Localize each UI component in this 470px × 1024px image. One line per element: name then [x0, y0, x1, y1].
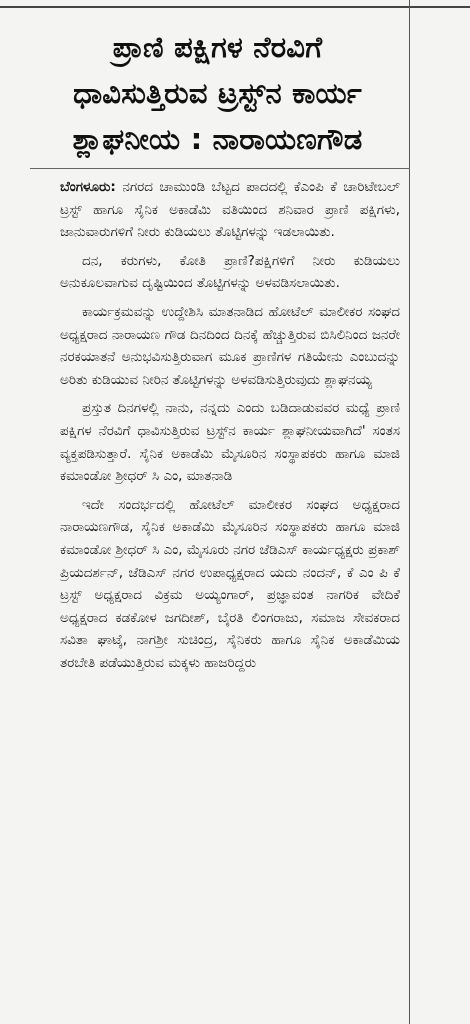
article-paragraph-3: ಕಾರ್ಯಕ್ರಮವನ್ನು ಉದ್ದೇಶಿಸಿ ಮಾತನಾಡಿದ ಹೋಟೆಲ್ ಮಾಲೀಕರ ಸಂಘದ ಅಧ್ಯಕ್ಷರಾದ ನಾರಾಯಣ ಗೌಡ ದಿನದಿಂದ ದಿನಕ್ಕೆ ಹೆಚ್ಚುತ್ತಿರುವ ಬಿಸಿಲಿನಿಂದ ಜನರೇ ನರಕಯಾತನೆ ಅನುಭವಿಸುತ್ತಿರುವಾಗ ಮೂಕ ಪ್ರಾಣಿಗಳ ಗತಿಯೇನು ಎಂಬುದನ್ನು ಅರಿತು ಕುಡಿಯುವ ನೀರಿನ ತೊಟ್ಟಿಗಳನ್ನು ಅಳವಡಿಸುತ್ತಿರುವುದು ಶ್ಲಾಘನಯ್ಯ — [60, 303, 400, 388]
article-paragraph-4: ಪ್ರಸ್ತುತ ದಿನಗಳಲ್ಲಿ ನಾನು, ನನ್ನದು ಎಂದು ಬಡಿದಾಡುವವರ ಮಧ್ಯೆ ಪ್ರಾಣಿ ಪಕ್ಷಿಗಳ ನೆರವಿಗೆ ಧಾವಿಸುತ್ತಿರುವ ಟ್ರಸ್ಟ್‌ನ ಕಾರ್ಯ ಶ್ಲಾಘನೀಯವಾಗಿದೆ' ಸಂತಸ ವ್ಯಕ್ತಪಡಿಸುತ್ತಾರೆ. ಸೈನಿಕ ಅಕಾಡೆಮಿ ಮೈಸೂರಿನ ಸಂಸ್ಥಾಪಕರು ಹಾಗೂ ಮಾಜಿ ಕಮಾಂಡೋ ಶ್ರೀಧರ್ ಸಿ ಎಂ, ಮಾತನಾಡಿ — [60, 400, 400, 485]
article-body — [60, 176, 400, 680]
headline — [20, 24, 415, 162]
article-paragraph-5: ಇದೇ ಸಂದರ್ಭದಲ್ಲಿ ಹೋಟೆಲ್ ಮಾಲೀಕರ ಸಂಘದ ಅಧ್ಯಕ್ಷರಾದ ನಾರಾಯಣಗೌಡ, ಸೈನಿಕ ಅಕಾಡೆಮಿ ಮೈಸೂರಿನ ಸಂಸ್ಥಾಪಕರು ಹಾಗೂ ಮಾಜಿ ಕಮಾಂಡೋ ಶ್ರೀಧರ್ ಸಿ ಎಂ, ಮೈಸೂರು ನಗರ ಜೆಡಿಎಸ್ ಕಾರ್ಯಧ್ಯಕ್ಷರು ಪ್ರಕಾಶ್ ಪ್ರಿಯದರ್ಶನ್, ಜೆಡಿಎಸ್ ನಗರ ಉಪಾಧ್ಯಕ್ಷರಾದ ಯದು ನಂದನ್, ಕೆ ಎಂ ಪಿ ಕೆ ಟ್ರಸ್ಟ್ ಅಧ್ಯಕ್ಷರಾದ ವಿಕ್ರಮ ಅಯ್ಯಂಗಾರ್, ಪ್ರಜ್ಞಾವಂತ ನಾಗರಿಕ ವೇದಿಕೆ ಅಧ್ಯಕ್ಷರಾದ ಕಡಕೋಳ ಜಗದೀಶ್, ಬೈರತಿ ಲಿಂಗರಾಜು, ಸಮಾಜ ಸೇವಕರಾದ ಸವಿತಾ ಘಾಟ್ಕೆ, ನಾಗಶ್ರೀ ಸುಚಿಂದ್ರ, ಸೈನಿಕರು ಹಾಗೂ ಸೈನಿಕ ಅಕಾಡೆಮಿಯ ತರಬೇತಿ ಪಡೆಯುತ್ತಿರುವ ಮಕ್ಕಳು ಹಾಜರಿದ್ದರು — [60, 496, 401, 671]
headline-divider — [30, 168, 410, 169]
paragraph-1-text: ನಗರದ ಚಾಮುಂಡಿ ಬೆಟ್ಟದ ಪಾದದಲ್ಲಿ ಕೆಎಂಪಿ ಕೆ ಚಾರಿಟೇಬಲ್ ಟ್ರಸ್ಟ್ ಹಾಗೂ ಸೈನಿಕ ಅಕಾಡೆಮಿ ವತಿಯಿಂದ ಶನಿವಾರ ಪ್ರಾಣಿ ಪಕ್ಷಿಗಳು, ಜಾನುವಾರುಗಳಿಗೆ ನೀರು ಕುಡಿಯಲು ತೊಟ್ಟಿಗಳನ್ನು ಇಡಲಾಯಿತು. — [60, 179, 400, 241]
top-rule — [0, 6, 470, 8]
headline-line-1: ಪ್ರಾಣಿ ಪಕ್ಷಿಗಳ ನೆರವಿಗೆ — [112, 30, 323, 64]
article-paragraph-1 — [60, 176, 400, 244]
headline-line-3: ಶ್ಲಾಘನೀಯ : ನಾರಾಯಣಗೌಡ — [72, 122, 363, 156]
article-paragraph-2: ದನ, ಕರುಗಳು, ಕೋತಿ ಪ್ರಾಣಿ?ಪಕ್ಷಿಗಳಿಗೆ ನೀರು ಕುಡಿಯಲು ಅನುಕೂಲವಾಗುವ ದೃಷ್ಟಿಯಿಂದ ತೊಟ್ಟಿಗಳನ್ನು ಅಳವಡಿಸಲಾಯಿತು. — [60, 252, 400, 292]
dateline: ಬೆಂಗಳೂರು: — [60, 179, 116, 195]
headline-line-2: ಧಾವಿಸುತ್ತಿರುವ ಟ್ರಸ್ಟ್‌ನ ಕಾರ್ಯ — [73, 76, 362, 110]
